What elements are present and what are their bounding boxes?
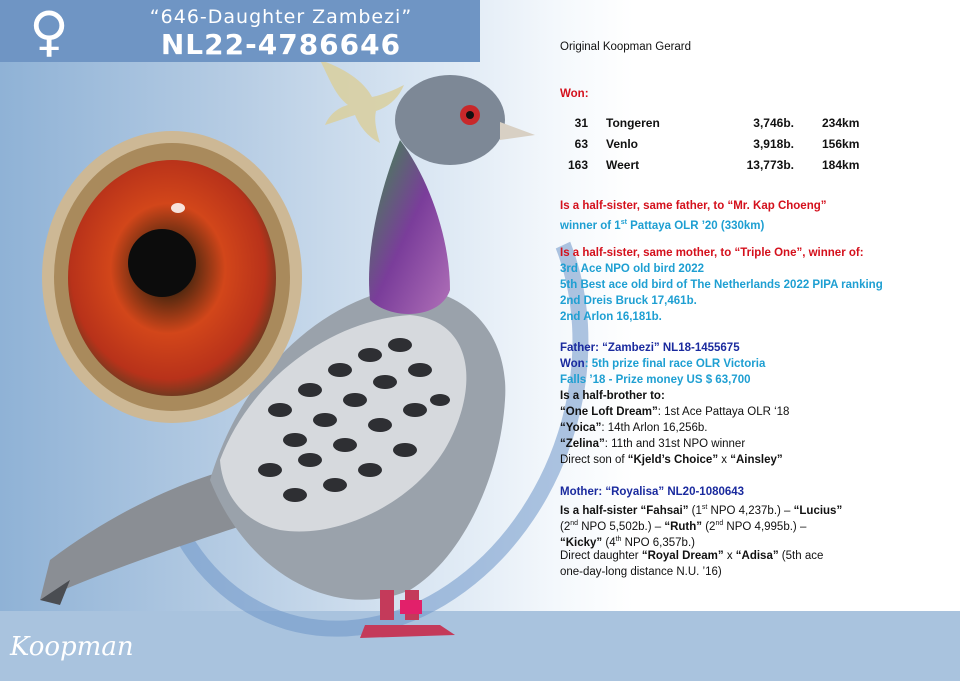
birds-cell: 3,918b. <box>753 136 794 151</box>
list-item: 5th Best ace old bird of The Netherlands 2022 PIPA ranking <box>560 279 883 291</box>
pigeon-name: “646-Daughter Zambezi” <box>149 6 413 28</box>
half-sister-mother-heading: Is a half-sister, same mother, to “Triple One”, winner of: <box>560 247 864 259</box>
father-half-brother: Is a half-brother to: <box>560 390 665 402</box>
distance-cell: 156km <box>822 136 860 151</box>
birds-cell: 13,773b. <box>746 157 794 172</box>
table-row <box>560 112 882 133</box>
mother-line: one-day-long distance N.U. ’16) <box>560 566 722 578</box>
race-cell: Weert <box>606 157 640 172</box>
sibling-line: “One Loft Dream”: 1st Ace Pattaya OLR ‘18 <box>560 406 790 418</box>
father-parents: Direct son of “Kjeld’s Choice” x “Ainsley” <box>560 454 783 466</box>
mother-line: Is a half-sister “Fahsai” (1st NPO 4,237b.) – “Lucius” <box>560 504 843 517</box>
place-cell: 163 <box>567 157 588 172</box>
place-cell: 31 <box>574 115 588 130</box>
won-heading: Won: <box>560 88 589 100</box>
list-item: 2nd Arlon 16,181b. <box>560 311 662 323</box>
signature-logo: Koopman <box>10 632 134 662</box>
results-table <box>560 112 882 175</box>
half-sister-father-line: Is a half-sister, same father, to “Mr. Kap Choeng” <box>560 200 827 212</box>
table-row <box>560 154 882 175</box>
mother-line: “Kicky” (4th NPO 6,357b.) <box>560 536 695 549</box>
mother-line: (2nd NPO 5,502b.) – “Ruth” (2nd NPO 4,995b.) – <box>560 520 807 533</box>
birds-cell: 3,746b. <box>753 115 794 130</box>
list-item: 2nd Dreis Bruck 17,461b. <box>560 295 697 307</box>
breeder-line: Original Koopman Gerard <box>560 41 692 53</box>
mother-heading: Mother: “Royalisa” NL20-1080643 <box>560 486 745 498</box>
list-item: 3rd Ace NPO old bird 2022 <box>560 263 705 275</box>
pigeon-eye-closeup <box>40 128 305 426</box>
female-symbol-icon: ♀ <box>29 0 69 63</box>
father-won-cont: Falls ’18 - Prize money US $ 63,700 <box>560 374 751 386</box>
half-sister-father-win: winner of 1st Pattaya OLR ’20 (330km) <box>560 219 765 232</box>
sibling-line: “Yoica”: 14th Arlon 16,256b. <box>560 422 708 434</box>
mother-line: Direct daughter “Royal Dream” x “Adisa” (5th ace <box>560 550 824 562</box>
place-cell: 63 <box>574 136 588 151</box>
father-heading: Father: “Zambezi” NL18-1455675 <box>560 342 740 354</box>
ring-number: NL22-4786646 <box>160 28 402 61</box>
father-won: Won: 5th prize final race OLR Victoria <box>560 358 766 370</box>
distance-cell: 184km <box>822 157 860 172</box>
table-row <box>560 133 882 154</box>
race-cell: Venlo <box>606 136 639 151</box>
distance-cell: 234km <box>822 115 860 130</box>
sibling-line: “Zelina”: 11th and 31st NPO winner <box>560 438 746 450</box>
race-cell: Tongeren <box>606 115 660 130</box>
